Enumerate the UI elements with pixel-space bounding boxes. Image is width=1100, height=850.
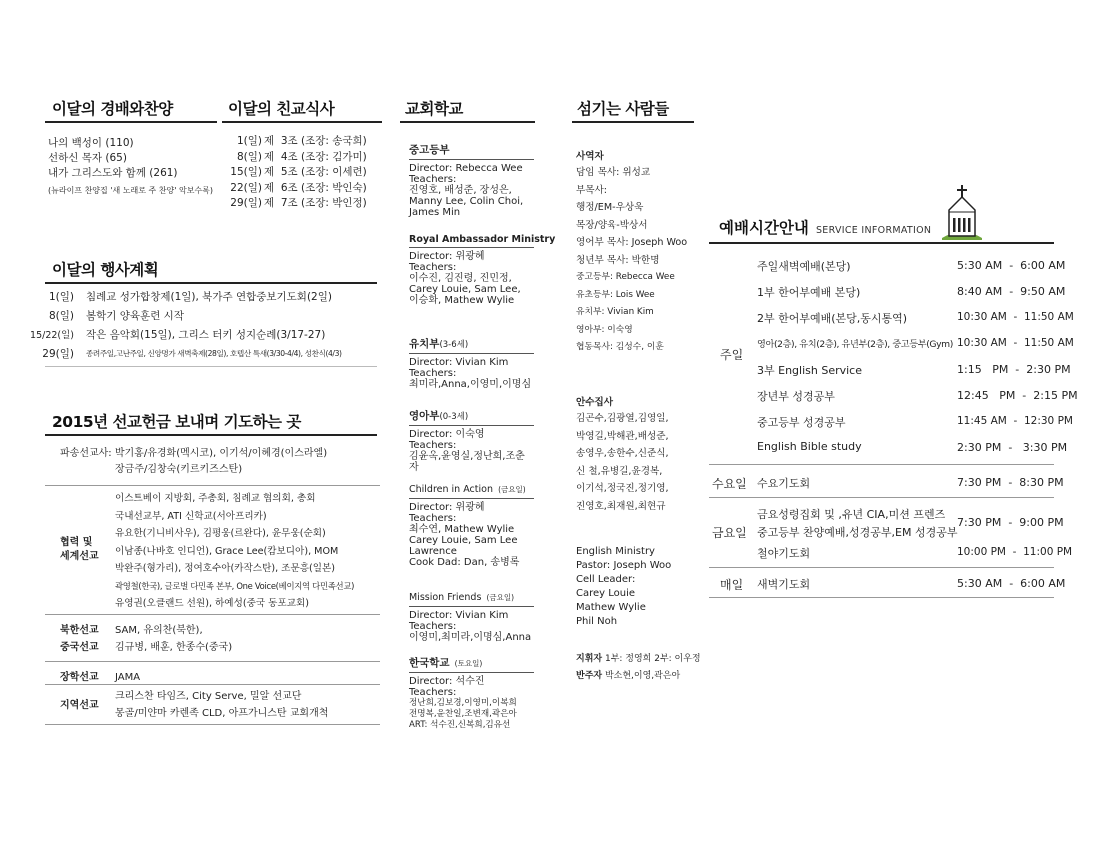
school-group-rule	[409, 159, 534, 160]
school-line: 이승화, Mathew Wylie	[409, 295, 515, 306]
worship-service-name: 금요성령집회 및 ,유년 CIA,미션 프렌즈	[757, 508, 946, 521]
missions-divider	[45, 684, 380, 685]
worship-divider	[709, 567, 1054, 568]
school-line: Director: 위광혜	[409, 502, 485, 513]
servers-staff-line: 영아부: 이숙영	[576, 324, 633, 335]
school-group-name: Children in Action	[409, 484, 493, 495]
servers-deacon-line: 박영길,박해관,배성준,	[576, 430, 669, 442]
servers-rule	[572, 121, 694, 123]
missions-cn-text: 김규병, 배훈, 한종수(중국)	[115, 642, 233, 653]
school-group	[409, 404, 534, 473]
worship-service-time: 5:30 AM - 6:00 AM	[957, 577, 1066, 590]
hymn-item: 내가 그리스도와 함께 (261)	[48, 167, 178, 179]
hymns-list	[48, 137, 213, 197]
school-line: Teachers:	[409, 174, 457, 185]
school-line: 전명복,윤찬일,조변재,곽은아	[409, 709, 517, 719]
worship-service-time: 7:30 PM - 9:00 PM	[957, 516, 1064, 529]
event-row	[30, 289, 380, 308]
event-date: 1(일)	[48, 291, 74, 303]
worship-service-name: 1부 한어부예배 본당)	[757, 286, 861, 299]
school-group-name: 유치부	[409, 338, 440, 350]
fellowship-date: 22(일)	[230, 181, 262, 194]
school-group	[409, 332, 534, 390]
missions-nk-cn	[60, 622, 232, 656]
servers-em-line: Cell Leader:	[576, 574, 636, 585]
school-line: Director: Vivian Kim	[409, 610, 509, 621]
school-line: Cook Dad: Dan, 송병록	[409, 557, 520, 568]
church-icon	[942, 184, 982, 240]
school-line: 최수연, Mathew Wylie	[409, 524, 515, 535]
event-date: 8(일)	[48, 310, 74, 322]
school-line: Teachers:	[409, 440, 457, 451]
fellowship-group: 제 7조 (조장: 박인정)	[264, 197, 367, 209]
servers-conductor-text: 1부: 정영희 2부: 이우정	[604, 654, 701, 664]
school-group-name: 중고등부	[409, 144, 450, 156]
worship-service-time: 8:40 AM - 9:50 AM	[957, 285, 1066, 298]
missions-divider	[45, 661, 380, 662]
event-row	[30, 327, 380, 346]
school-group-rule	[409, 672, 534, 673]
servers-music	[576, 651, 701, 685]
school-line: Director: Rebecca Wee	[409, 163, 523, 174]
missions-cn-label: 중국선교	[60, 642, 99, 653]
fellowship-row	[222, 197, 382, 213]
event-text: 종려주일,고난주일, 신앙명가 새벽축제(28일), 호텝산 특새(3/30-4/4), 성찬식(4/3)	[86, 349, 342, 358]
school-line: Teachers:	[409, 262, 457, 273]
school-group-sub: (0-3세)	[439, 412, 469, 422]
school-group-sub: (금요일)	[498, 485, 526, 494]
school-line: Lawrence	[409, 546, 457, 557]
school-group	[409, 142, 534, 218]
worship-service-time: 5:30 AM - 6:00 AM	[957, 259, 1066, 272]
event-text: 침례교 성가합창제(1일), 북가주 연합중보기도회(2일)	[86, 291, 332, 303]
missions-nk-label: 북한선교	[60, 625, 99, 636]
worship-service-name: 3부 English Service	[757, 364, 862, 377]
fellowship-title: 이달의 친교식사	[228, 100, 335, 118]
missions-title: 2015년 선교헌금 보내며 기도하는 곳	[52, 413, 301, 431]
worship-service-name: 중고등부 성경공부	[757, 416, 846, 429]
servers-deacon-label: 안수집사	[576, 397, 614, 408]
servers-em-line: Mathew Wylie	[576, 602, 646, 613]
worship-day-wednesday: 수요일	[712, 477, 747, 491]
servers-staff-line: 유치부: Vivian Kim	[576, 307, 654, 317]
missions-sent-label: 파송선교사:	[60, 448, 112, 459]
worship-divider	[709, 597, 1054, 598]
worship-rule	[709, 242, 1054, 244]
servers-staff-line: 목장/양육-박상서	[576, 219, 648, 231]
school-group-sub: (금요일)	[486, 593, 515, 602]
fellowship-row	[222, 151, 382, 167]
servers-em-line: English Ministry	[576, 546, 655, 557]
hymns-rule	[45, 121, 217, 123]
events-title: 이달의 행사계획	[52, 261, 159, 279]
fellowship-row	[222, 166, 382, 182]
missions-local-label: 지역선교	[60, 700, 99, 711]
worship-service-time: 7:30 PM - 8:30 PM	[957, 476, 1064, 489]
school-group-sub: (토요일)	[454, 659, 483, 668]
school-line: Manny Lee, Colin Choi,	[409, 196, 524, 207]
missions-sent	[60, 446, 380, 478]
servers-em-line: Pastor: Joseph Woo	[576, 560, 672, 571]
school-group-rule	[409, 425, 534, 426]
servers-deacons	[576, 396, 669, 515]
missions-local-line: 몽골/미얀마 카렌족 CLD, 아프가니스탄 교회개척	[115, 708, 329, 719]
servers-deacon-line: 신 철,유병길,윤경복,	[576, 465, 663, 477]
servers-em-line: Carey Louie	[576, 588, 636, 599]
event-text: 작은 음악회(15일), 그리스 터키 성지순례(3/17-27)	[86, 329, 326, 341]
worship-service-time: 10:30 AM - 11:50 AM	[957, 311, 1074, 323]
fellowship-date: 8(일)	[236, 150, 262, 163]
servers-staff-line: 유초등부: Lois Wee	[576, 289, 655, 300]
school-line: 최미라,Anna,이영미,이명심	[409, 379, 532, 390]
event-text: 봄학기 양육훈련 시작	[86, 310, 184, 322]
servers-staff-line: 행정/EM-우상욱	[576, 202, 644, 213]
worship-heading	[719, 216, 931, 238]
events-bottom-rule	[45, 366, 377, 367]
fellowship-group: 제 6조 (조장: 박인숙)	[264, 181, 367, 194]
missions-rule	[45, 434, 377, 436]
servers-staff-line: 협동목사: 김성수, 이훈	[576, 342, 664, 352]
school-line: 이영미,최미라,이명심,Anna	[409, 632, 532, 643]
worship-service-name: 장년부 성경공부	[757, 390, 835, 403]
servers-staff-line: 청년부 목사: 박한명	[576, 254, 660, 266]
servers-staff-line: 담임 목사: 위성교	[576, 167, 651, 178]
school-group-sub: (3-6세)	[439, 340, 469, 350]
school-group-rule	[409, 247, 534, 248]
school-group	[409, 477, 534, 568]
missions-coop-line: 곽영철(한국), 글로벌 다민족 본부, One Voice(베이지역 다민족선교)	[115, 580, 355, 591]
missions-divider	[45, 485, 380, 486]
school-line: 진영호, 배성준, 장성은,	[409, 185, 512, 196]
missions-local-list	[115, 688, 328, 722]
worship-subtitle: SERVICE INFORMATION	[815, 225, 932, 236]
fellowship-group: 제 5조 (조장: 이세련)	[264, 166, 367, 178]
servers-deacon-line: 송영우,송한수,신준식,	[576, 448, 669, 459]
fellowship-row	[222, 135, 382, 151]
school-group-rule	[409, 498, 534, 499]
event-date: 29(일)	[42, 348, 74, 360]
event-row	[30, 346, 380, 365]
school-line: Teachers:	[409, 368, 457, 379]
worship-day-friday: 금요일	[712, 526, 747, 540]
servers-staff-label: 사역자	[576, 151, 604, 162]
worship-service-name: 수요기도회	[757, 477, 811, 490]
missions-sch-text: JAMA	[115, 672, 141, 683]
hymn-item: 선하신 목자 (65)	[48, 152, 127, 164]
servers-conductor-label: 지휘자	[576, 654, 603, 664]
missions-sent-line: 박기홍/유경화(멕시코), 이기석/이혜경(이스라엘)	[114, 448, 328, 459]
school-group-name: 영아부	[409, 410, 440, 422]
worship-day-sunday: 주일	[720, 348, 744, 362]
school-group-name: 한국학교	[409, 657, 450, 669]
missions-coop-line: 유영권(오클랜드 선원), 하예성(중국 동포교회)	[115, 598, 309, 609]
missions-coop-line: 이남종(나바호 인디언), Grace Lee(캄보디아), MOM	[115, 545, 339, 557]
worship-service-time: 10:30 AM - 11:50 AM	[957, 337, 1074, 349]
school-line: Director: Vivian Kim	[409, 357, 509, 368]
servers-em	[576, 545, 671, 629]
servers-staff	[576, 150, 687, 357]
servers-deacon-line: 이기석,정국진,정기영,	[576, 483, 669, 494]
missions-coop-line: 박완주(형가리), 정여호수아(카작스탄), 조문흥(일본)	[115, 563, 336, 574]
fellowship-row	[222, 182, 382, 198]
missions-coop-line: 유요한(기니비사우), 김평웅(르완다), 윤무웅(순회)	[115, 528, 326, 539]
school-line: Director: 석수진	[409, 676, 485, 687]
worship-service-name: 철야기도회	[757, 547, 811, 560]
fellowship-date: 1(일)	[236, 135, 262, 147]
worship-day-daily: 매일	[720, 578, 744, 592]
fellowship-table	[222, 135, 382, 213]
school-line: ART: 석수진,신복희,김유선	[409, 720, 511, 730]
worship-service-time: 2:30 PM - 3:30 PM	[957, 441, 1068, 454]
school-group	[409, 585, 534, 643]
school-line: Teachers:	[409, 513, 457, 524]
servers-title: 섬기는 사람들	[577, 100, 669, 118]
school-group-rule	[409, 353, 534, 354]
servers-accompanist-text: 박소현,이영,곽은아	[604, 671, 681, 681]
missions-bottom-rule	[45, 724, 380, 725]
worship-service-time: 1:15 PM - 2:30 PM	[957, 363, 1071, 376]
event-row	[30, 308, 380, 327]
missions-divider	[45, 614, 380, 615]
school-group	[409, 234, 556, 306]
servers-accompanist-label: 반주자	[576, 671, 603, 681]
worship-title: 예배시간안내	[719, 219, 809, 237]
school-line: 김윤옥,윤영실,정난희,조춘자	[409, 451, 525, 473]
missions-local-line: 크리스찬 타임즈, City Serve, 밀알 선교단	[115, 691, 302, 702]
missions-scholar	[60, 668, 140, 683]
school-group	[409, 651, 534, 731]
missions-nk-text: SAM, 유의찬(북한),	[115, 625, 203, 636]
missions-coop-line: 이스트베이 지방회, 주총회, 침례교 협의회, 총회	[115, 493, 316, 504]
school-line: Teachers:	[409, 621, 457, 632]
fellowship-rule	[222, 121, 382, 123]
missions-coop-list	[115, 490, 354, 613]
worship-divider	[709, 497, 1054, 498]
worship-service-time: 10:00 PM - 11:00 PM	[957, 546, 1073, 558]
missions-coop-line: 국내선교부, ATI 신학교(서아프리카)	[115, 510, 267, 522]
servers-staff-line: 영어부 목사: Joseph Woo	[576, 237, 688, 248]
hymns-title: 이달의 경배와찬양	[52, 100, 173, 118]
worship-service-time: 12:45 PM - 2:15 PM	[957, 389, 1078, 402]
school-line: Carey Louie, Sam Lee	[409, 535, 518, 546]
servers-em-line: Phil Noh	[576, 616, 618, 627]
worship-service-name: 영아(2층), 유치(2층), 유년부(2층), 중고등부(Gym)	[757, 339, 953, 350]
school-group-rule	[409, 606, 534, 607]
fellowship-group: 제 3조 (조장: 송국희)	[264, 135, 367, 147]
servers-deacon-line: 진영호,최재원,최현규	[576, 500, 666, 512]
school-line: James Min	[409, 207, 461, 218]
hymn-item: 나의 백성이 (110)	[48, 137, 134, 149]
school-group-name: Royal Ambassador Ministry	[409, 234, 556, 245]
events-table	[30, 289, 380, 365]
fellowship-date: 15(일)	[230, 166, 262, 178]
missions-coop-label: 협력 및 세계선교	[60, 537, 99, 562]
event-date: 15/22(일)	[30, 330, 74, 341]
school-line: 이수진, 김진령, 진민정,	[409, 273, 512, 284]
worship-service-name: 새벽기도회	[757, 578, 811, 591]
worship-service-time: 11:45 AM - 12:30 PM	[957, 415, 1073, 427]
school-group-name: Mission Friends	[409, 592, 482, 603]
worship-divider	[709, 464, 1054, 465]
school-rule	[400, 121, 535, 123]
worship-service-name: 중고등부 찬양예배,성경공부,EM 성경공부	[757, 526, 958, 539]
missions-sch-label: 장학선교	[60, 672, 99, 683]
servers-deacon-line: 김곤수,김광열,김영일,	[576, 413, 669, 424]
worship-service-name: 2부 한어부예배(본당,동시통역)	[757, 312, 908, 325]
servers-staff-line: 부목사:	[576, 184, 608, 196]
fellowship-group: 제 4조 (조장: 김가미)	[264, 150, 367, 163]
events-rule	[45, 282, 377, 284]
fellowship-date: 29(일)	[230, 197, 262, 209]
school-line: Teachers:	[409, 687, 457, 698]
missions-sent-line: 장금주/김창숙(키르키즈스탄)	[115, 464, 243, 475]
school-line: Director: 이숙영	[409, 429, 485, 440]
hymn-note: (뉴라이프 찬양집 '새 노래로 주 찬양' 악보수록)	[48, 186, 214, 195]
worship-service-name: English Bible study	[757, 440, 862, 453]
worship-service-name: 주일새벽예배(본당)	[757, 260, 851, 273]
school-title: 교회학교	[405, 100, 463, 118]
school-line: 정난희,김보경,이영미,이복희	[409, 698, 517, 708]
school-line: Carey Louie, Sam Lee,	[409, 284, 521, 295]
servers-staff-line: 중고등부: Rebecca Wee	[576, 272, 675, 282]
school-line: Director: 위광혜	[409, 251, 485, 262]
